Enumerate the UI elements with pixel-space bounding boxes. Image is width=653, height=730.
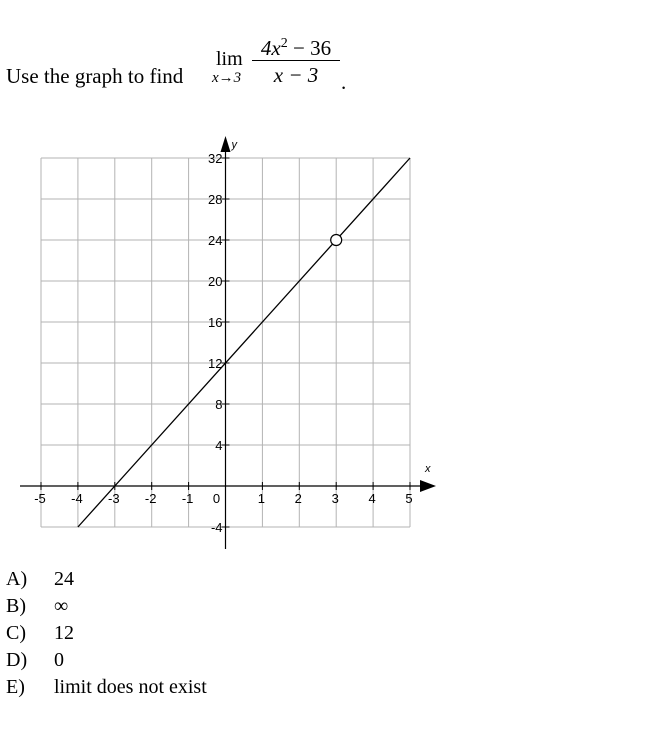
y-axis-arrow: [221, 136, 231, 152]
x-tick-label: 2: [294, 491, 302, 506]
choice-text: 12: [54, 622, 74, 644]
y-tick-label: 24: [208, 233, 223, 248]
choice-letter: A): [6, 568, 28, 590]
open-point: [331, 235, 342, 246]
choice-letter: E): [6, 676, 25, 698]
numerator: [252, 30, 340, 58]
x-axis-label: x: [425, 463, 431, 475]
series-line: [78, 158, 413, 527]
x-tick-label: 0: [212, 491, 221, 506]
x-tick-label: -3: [108, 491, 120, 506]
denominator-text: x − 3: [273, 63, 319, 87]
lim-subscript: x→3: [212, 70, 242, 86]
answer-choices: [6, 566, 207, 701]
x-tick-label: -4: [71, 491, 83, 506]
choice-e[interactable]: [6, 674, 207, 701]
y-axis-label: y: [231, 139, 237, 151]
numerator-base: 4x: [260, 36, 281, 60]
choice-text: ∞: [54, 595, 69, 617]
graph: [0, 130, 453, 560]
x-tick-label: -1: [181, 491, 194, 506]
choice-letter: C): [6, 622, 26, 644]
choice-d[interactable]: [6, 647, 207, 674]
y-tick-label: 32: [208, 151, 223, 166]
choice-c[interactable]: [6, 620, 207, 647]
y-tick-label: 20: [208, 274, 223, 289]
fraction: [252, 30, 340, 87]
choice-text: 24: [54, 568, 74, 590]
x-tick-label: 5: [405, 491, 413, 506]
lim-operator: lim: [216, 48, 243, 70]
choice-a[interactable]: [6, 566, 207, 593]
choice-text: 0: [54, 649, 64, 671]
y-tick-label: 28: [208, 192, 223, 207]
question-period: .: [341, 70, 347, 94]
choice-text: limit does not exist: [54, 676, 207, 698]
x-tick-label: 4: [368, 491, 376, 506]
y-tick-label: -4: [210, 520, 223, 535]
y-tick-label: 16: [208, 315, 223, 330]
y-tick-label: 12: [208, 356, 223, 371]
y-tick-label: 8: [215, 397, 223, 412]
fraction-bar: [252, 60, 340, 61]
x-tick-label: -5: [34, 491, 46, 506]
choice-letter: B): [6, 595, 26, 617]
x-tick-label: 3: [331, 491, 339, 506]
x-axis-arrow: [420, 480, 436, 492]
choice-b[interactable]: [6, 593, 207, 620]
choice-letter: D): [6, 649, 28, 671]
y-tick-label: 4: [215, 438, 223, 453]
numerator-exponent: 2: [280, 36, 288, 51]
denominator: [252, 63, 340, 87]
question-prefix: Use the graph to find: [6, 64, 184, 88]
numerator-rest: − 36: [287, 36, 332, 60]
limit-expression: [212, 30, 352, 100]
question-text: [6, 64, 183, 89]
x-tick-label: 1: [257, 491, 266, 506]
x-tick-label: -2: [144, 491, 157, 506]
